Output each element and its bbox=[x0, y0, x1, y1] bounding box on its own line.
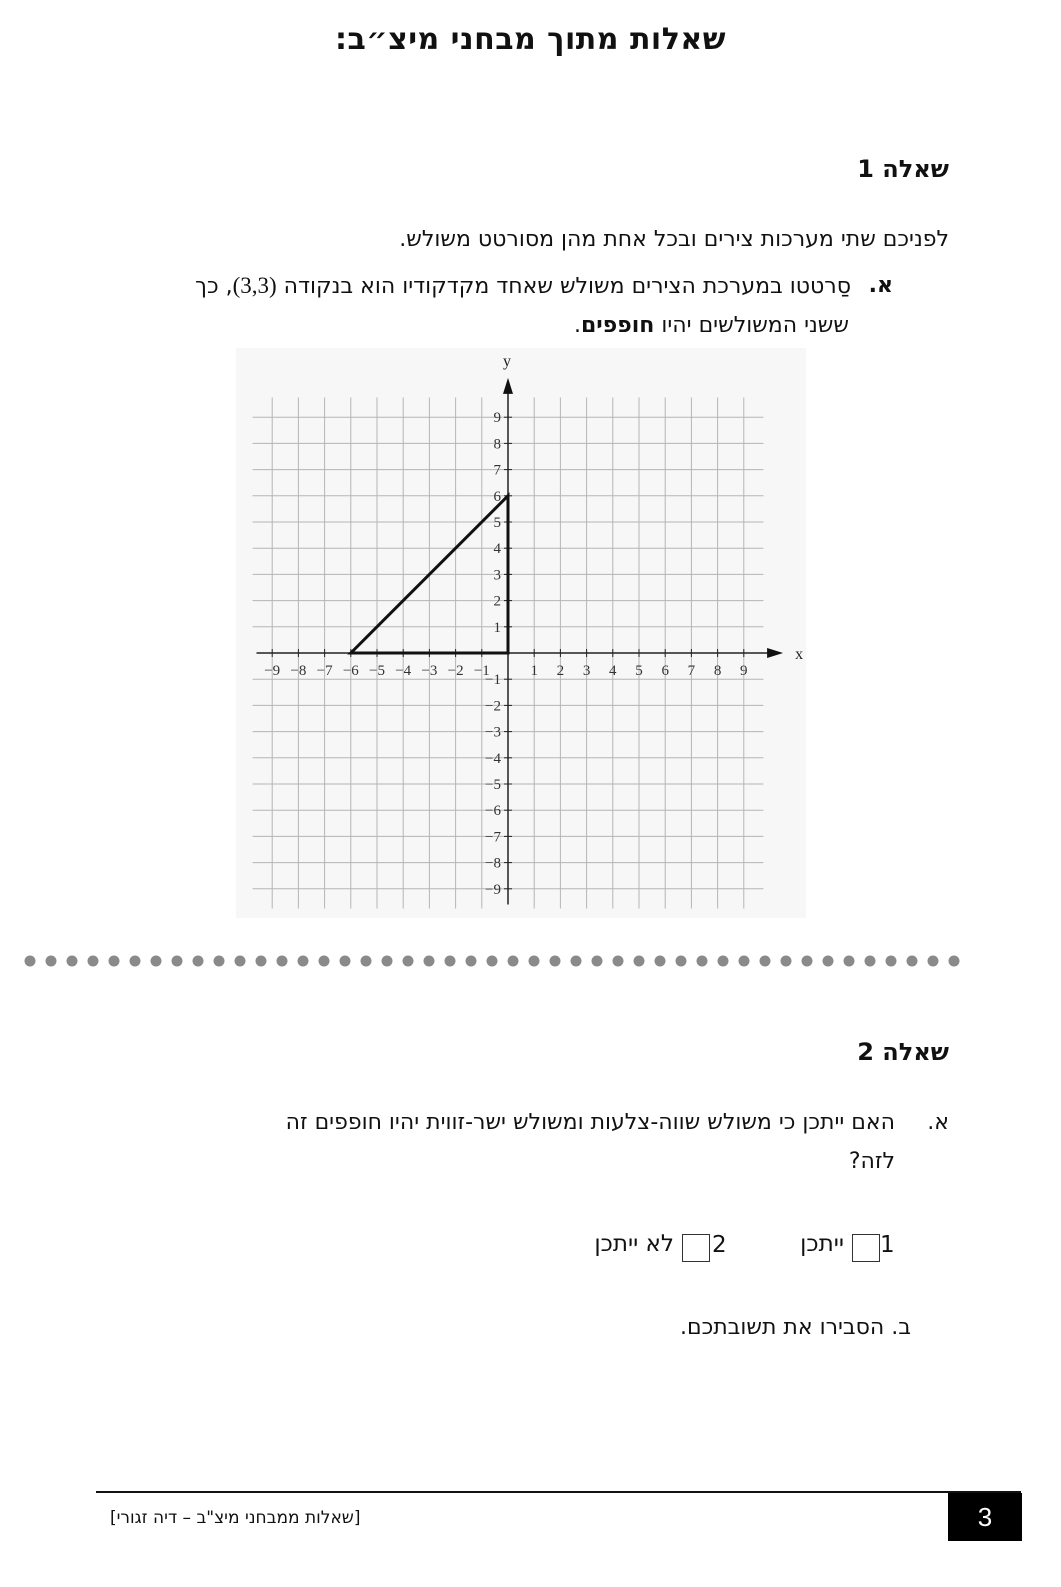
y-tick-label: −6 bbox=[485, 803, 501, 820]
footer-text: [שאלות ממבחני מיצ"ב – דיה זגורי] bbox=[110, 1508, 361, 1528]
separator-dot bbox=[214, 956, 225, 967]
y-tick-label: −3 bbox=[485, 724, 501, 741]
question-1-intro: לפניכם שתי מערכות צירים ובכל אחת מהן מסורטט משולש. bbox=[399, 227, 949, 252]
x-tick-label: −1 bbox=[473, 663, 490, 679]
dotted-separator bbox=[20, 950, 970, 972]
footer-rule bbox=[96, 1491, 1021, 1493]
x-tick-label: −7 bbox=[316, 663, 333, 679]
x-tick-label: 4 bbox=[609, 663, 617, 679]
separator-dot bbox=[571, 956, 582, 967]
separator-dot bbox=[781, 956, 792, 967]
x-tick-label: −2 bbox=[447, 663, 464, 679]
separator-dot bbox=[529, 956, 540, 967]
separator-dot bbox=[193, 956, 204, 967]
separator-dot bbox=[487, 956, 498, 967]
option-2-number: 2 bbox=[712, 1232, 727, 1258]
separator-dot bbox=[655, 956, 666, 967]
separator-dot bbox=[634, 956, 645, 967]
question-2-part-a-letter: א. bbox=[927, 1110, 949, 1135]
y-tick-label: −4 bbox=[485, 750, 501, 767]
separator-dot bbox=[277, 956, 288, 967]
page-title: שאלות מתוך מבחני מיצ״ב: bbox=[335, 22, 726, 57]
separator-dot bbox=[298, 956, 309, 967]
separator-dot bbox=[130, 956, 141, 967]
x-tick-label: 6 bbox=[661, 663, 669, 679]
y-tick-label: 7 bbox=[493, 462, 501, 479]
x-tick-label: 7 bbox=[687, 663, 696, 679]
separator-dot bbox=[403, 956, 414, 967]
separator-dot bbox=[823, 956, 834, 967]
question-2-part-b: ב. הסבירו את תשובתכם. bbox=[680, 1315, 911, 1340]
separator-dot bbox=[550, 956, 561, 967]
y-tick-label: 5 bbox=[493, 515, 501, 531]
separator-dot bbox=[928, 956, 939, 967]
separator-dot bbox=[46, 956, 57, 967]
x-tick-label: 5 bbox=[635, 663, 643, 679]
x-tick-label: −6 bbox=[342, 663, 359, 679]
question-1-part-a-line1 bbox=[91, 270, 851, 303]
x-tick-label: −8 bbox=[290, 663, 307, 679]
x-tick-label: −4 bbox=[395, 663, 412, 679]
separator-dot bbox=[508, 956, 519, 967]
question-1-part-a-letter: א. bbox=[868, 273, 893, 298]
separator-dot bbox=[865, 956, 876, 967]
separator-dot bbox=[844, 956, 855, 967]
y-tick-label: −8 bbox=[485, 855, 501, 872]
y-axis-label: y bbox=[503, 352, 511, 370]
y-tick-label: 2 bbox=[493, 593, 501, 610]
separator-dot bbox=[340, 956, 351, 967]
question-1-heading: שאלה 1 bbox=[857, 155, 949, 183]
separator-dot bbox=[172, 956, 183, 967]
separator-dot bbox=[613, 956, 624, 967]
part-a-text: סַרטטו במערכת הצירים משולש שאחד מקדקודיו הוא בנקודה bbox=[276, 274, 851, 299]
x-tick-label: −5 bbox=[369, 663, 385, 679]
separator-dot bbox=[739, 956, 750, 967]
separator-dot bbox=[424, 956, 435, 967]
separator-dot bbox=[592, 956, 603, 967]
option-1-label: ייתכן bbox=[800, 1231, 844, 1257]
y-tick-label: 8 bbox=[493, 436, 501, 453]
separator-dot bbox=[25, 956, 36, 967]
question-1-part-a-line2 bbox=[349, 310, 849, 342]
x-tick-label: −9 bbox=[264, 663, 281, 679]
point-coordinate: (3,3) bbox=[232, 273, 277, 298]
question-2-part-a-line1: האם ייתכן כי משולש שווה-צלעות ומשולש ישר-זווית יהיו חופפים זה bbox=[285, 1110, 895, 1135]
separator-dot bbox=[235, 956, 246, 967]
page-number: 3 bbox=[948, 1493, 1022, 1541]
separator-dot bbox=[319, 956, 330, 967]
y-tick-label: 1 bbox=[493, 619, 501, 636]
x-tick-label: 1 bbox=[530, 663, 538, 679]
option-1-number: 1 bbox=[880, 1232, 895, 1258]
y-tick-label: 4 bbox=[493, 541, 501, 558]
y-tick-label: −5 bbox=[485, 777, 501, 793]
separator-dot bbox=[676, 956, 687, 967]
x-tick-label: 9 bbox=[740, 663, 748, 679]
y-tick-label: 9 bbox=[493, 410, 501, 427]
x-tick-label: 3 bbox=[582, 663, 591, 679]
part-a-line2-end: . bbox=[573, 313, 581, 338]
separator-dot bbox=[67, 956, 78, 967]
congruent-word: חופפים bbox=[580, 313, 655, 338]
separator-dot bbox=[256, 956, 267, 967]
separator-dot bbox=[445, 956, 456, 967]
separator-dot bbox=[802, 956, 813, 967]
separator-dot bbox=[88, 956, 99, 967]
separator-dot bbox=[697, 956, 708, 967]
y-tick-label: −9 bbox=[485, 881, 501, 898]
option-1-checkbox[interactable] bbox=[852, 1234, 880, 1262]
question-2-heading: שאלה 2 bbox=[857, 1038, 949, 1066]
separator-dot bbox=[760, 956, 771, 967]
separator-dot bbox=[109, 956, 120, 967]
separator-dot bbox=[886, 956, 897, 967]
coordinate-grid-svg bbox=[236, 348, 806, 918]
x-axis-label: x bbox=[795, 646, 804, 663]
separator-dot bbox=[382, 956, 393, 967]
separator-dot bbox=[361, 956, 372, 967]
y-axis-arrow bbox=[503, 378, 513, 394]
y-tick-label: 3 bbox=[493, 567, 501, 584]
option-2-checkbox[interactable] bbox=[682, 1234, 710, 1262]
separator-dot bbox=[466, 956, 477, 967]
x-tick-label: 2 bbox=[556, 663, 565, 679]
y-tick-label: 6 bbox=[493, 488, 501, 505]
separator-dot bbox=[718, 956, 729, 967]
x-tick-label: 8 bbox=[713, 663, 722, 679]
separator-dot bbox=[151, 956, 162, 967]
separator-dot bbox=[907, 956, 918, 967]
part-a-line2-text: ששני המשולשים יהיו bbox=[654, 313, 849, 338]
option-2-label: לא ייתכן bbox=[594, 1231, 674, 1257]
y-tick-label: −7 bbox=[485, 829, 501, 846]
question-2-part-a-line2: לזה? bbox=[848, 1149, 895, 1174]
y-tick-label: −1 bbox=[485, 672, 501, 689]
x-axis-arrow bbox=[767, 648, 783, 658]
coordinate-grid bbox=[236, 348, 806, 918]
separator-dot bbox=[949, 956, 960, 967]
part-a-text-end: , כך bbox=[195, 274, 233, 299]
y-tick-label: −2 bbox=[485, 698, 501, 715]
x-tick-label: −3 bbox=[421, 663, 438, 679]
